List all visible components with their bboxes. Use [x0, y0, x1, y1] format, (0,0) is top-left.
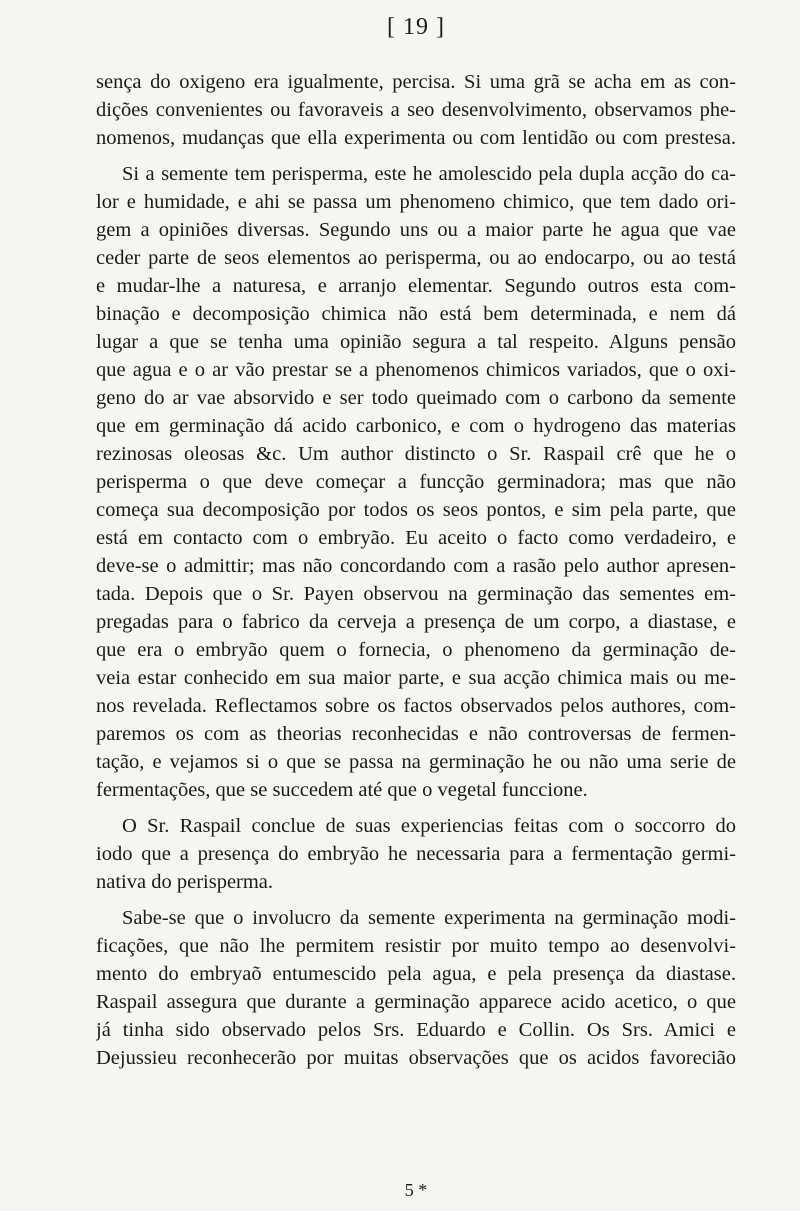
text-line: lor e humidade, e ahi se passa um phenomeno chimico, que tem dado ori- [96, 191, 736, 213]
text-line: sença do oxigeno era igualmente, percisa. Si uma grã se acha em as con- [96, 71, 736, 93]
text-line: tação, e vejamos si o que se passa na germinação he ou não uma serie de [96, 751, 736, 773]
text-line: já tinha sido observado pelos Srs. Eduardo e Collin. Os Srs. Amici e [96, 1019, 736, 1041]
text-line: tada. Depois que o Sr. Payen observou na germinação das sementes em- [96, 583, 736, 605]
text-line: gem a opiniões diversas. Segundo uns ou a maior parte he agua que vae [96, 219, 736, 241]
text-line: pregadas para o fabrico da cerveja a presença de um corpo, a diastase, e [96, 611, 736, 633]
text-line: paremos os com as theorias reconhecidas e não controversas de fermen- [96, 723, 736, 745]
text-line: geno do ar vae absorvido e ser todo queimado com o carbono da semente [96, 387, 736, 409]
text-line: está em contacto com o embryão. Eu aceito o facto como verdadeiro, e [96, 527, 736, 549]
signature-mark: 5 * [404, 1180, 428, 1200]
text-line: Si a semente tem perisperma, este he amolescido pela dupla acção do ca- [122, 163, 736, 185]
text-line: lugar a que se tenha uma opinião segura a tal respeito. Alguns pensão [96, 331, 736, 353]
text-line: que agua e o ar vão prestar se a phenomenos chimicos variados, que o oxi- [96, 359, 736, 381]
text-line: nomenos, mudanças que ella experimenta ou com lentidão ou com prestesa. [96, 127, 736, 149]
text-line: começa sua decomposição por todos os seos pontos, e sim pela parte, que [96, 499, 736, 521]
text-line: nativa do perisperma. [96, 871, 274, 893]
text-line: iodo que a presença do embryão he necessaria para a fermentação germi- [96, 843, 736, 865]
text-line: Raspail assegura que durante a germinação apparece acido acetico, o que [96, 991, 736, 1013]
text-line: binação e decomposição chimica não está bem determinada, e nem dá [96, 303, 736, 325]
text-line: mento do embryaõ entumescido pela agua, e pela presença da diastase. [96, 963, 736, 985]
page-number: [ 19 ] [387, 14, 445, 40]
text-line: veia estar conhecido em sua maior parte, e sua acção chimica mais ou me- [96, 667, 736, 689]
text-line: ceder parte de seos elementos ao perisperma, ou ao endocarpo, ou ao testá [96, 247, 736, 269]
text-line: deve-se o admittir; mas não concordando com a rasão pelo author apresen- [96, 555, 736, 577]
text-line: Sabe-se que o involucro da semente experimenta na germinação modi- [122, 907, 736, 929]
text-line: e mudar-lhe a naturesa, e arranjo elementar. Segundo outros esta com- [96, 275, 736, 297]
text-line: que em germinação dá acido carbonico, e com o hydrogeno das materias [96, 415, 736, 437]
text-line: perisperma o que deve começar a funcção germinadora; mas que não [96, 471, 736, 493]
document-page [96, 0, 736, 1211]
text-line: O Sr. Raspail conclue de suas experiencias feitas com o soccorro do [122, 815, 736, 837]
text-line: nos revelada. Reflectamos sobre os factos observados pelos authores, com- [96, 695, 736, 717]
text-line: rezinosas oleosas &c. Um author distincto o Sr. Raspail crê que he o [96, 443, 736, 465]
text-line: que era o embryão quem o fornecia, o phenomeno da germinação de- [96, 639, 736, 661]
text-line: ficações, que não lhe permitem resistir por muito tempo ao desenvolvi- [96, 935, 736, 957]
text-line: fermentações, que se succedem até que o vegetal funccione. [96, 779, 588, 801]
text-line: Dejussieu reconhecerão por muitas observações que os acidos favorecião [96, 1047, 736, 1069]
text-line: dições convenientes ou favoraveis a seo desenvolvimento, observamos phe- [96, 99, 736, 121]
